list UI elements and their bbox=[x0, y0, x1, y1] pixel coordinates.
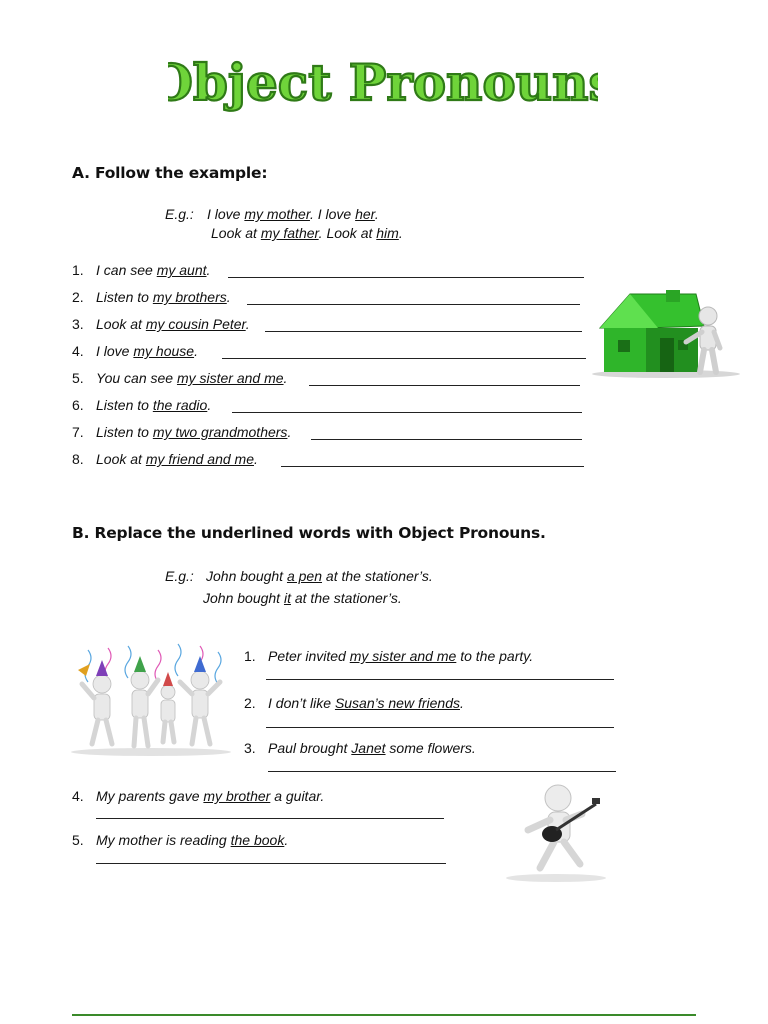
item-number: 1. bbox=[244, 648, 256, 664]
answer-line[interactable] bbox=[311, 439, 582, 440]
underlined-phrase: my father bbox=[260, 225, 319, 241]
exercise-a-item bbox=[72, 422, 291, 442]
exercise-a-item bbox=[72, 449, 258, 469]
sentence-text: I love bbox=[207, 206, 245, 222]
house-image bbox=[586, 288, 742, 380]
sentence-text: . bbox=[459, 695, 464, 711]
footer-line bbox=[72, 1014, 696, 1016]
worksheet-title bbox=[168, 52, 598, 116]
sentence-text: at the stationer’s. bbox=[290, 590, 402, 606]
sentence-text: . bbox=[283, 370, 288, 386]
sentence-text: . bbox=[207, 397, 212, 413]
sentence-text: I love bbox=[96, 343, 134, 359]
item-number: 5. bbox=[72, 832, 84, 848]
sentence-text: John bought bbox=[203, 590, 284, 606]
answer-line[interactable] bbox=[266, 727, 614, 728]
answer-line[interactable] bbox=[265, 331, 582, 332]
section-a-example-line2 bbox=[211, 225, 403, 241]
guitar-player-image bbox=[500, 780, 610, 884]
sentence-text: Listen to bbox=[96, 289, 153, 305]
item-number: 8. bbox=[72, 451, 84, 467]
sentence-text: Paul brought bbox=[268, 740, 352, 756]
exercise-b-item bbox=[72, 830, 288, 850]
title-text: Object Pronouns bbox=[168, 53, 598, 112]
underlined-phrase: my two grandmothers bbox=[152, 424, 288, 440]
item-number: 3. bbox=[244, 740, 256, 756]
section-b-example-line1 bbox=[206, 568, 433, 584]
item-number: 4. bbox=[72, 788, 84, 804]
answer-line[interactable] bbox=[281, 466, 584, 467]
sentence-text: I don’t like bbox=[268, 695, 335, 711]
sentence-text: . bbox=[194, 343, 198, 359]
sentence-text: . bbox=[206, 262, 211, 278]
exercise-a-item bbox=[72, 314, 250, 334]
party-image bbox=[68, 640, 234, 758]
answer-line[interactable] bbox=[247, 304, 580, 305]
section-b-heading: B. Replace the underlined words with Object Pronouns. bbox=[72, 524, 546, 542]
section-a-example-line1 bbox=[207, 206, 379, 222]
sentence-text: . Look at bbox=[318, 225, 377, 241]
underlined-phrase: my sister and me bbox=[176, 370, 284, 386]
sentence-text: Listen to bbox=[96, 397, 153, 413]
sentence-text: . bbox=[254, 451, 258, 467]
section-a-heading: A. Follow the example: bbox=[72, 164, 268, 182]
answer-line[interactable] bbox=[309, 385, 580, 386]
underlined-phrase: my sister and me bbox=[349, 648, 457, 664]
sentence-text: I can see bbox=[96, 262, 157, 278]
item-number: 5. bbox=[72, 370, 84, 386]
exercise-b-item bbox=[244, 693, 464, 713]
sentence-text: at the stationer’s. bbox=[322, 568, 433, 584]
answer-line[interactable] bbox=[228, 277, 584, 278]
item-number: 2. bbox=[72, 289, 84, 305]
sentence-text: Listen to bbox=[96, 424, 153, 440]
underlined-phrase: it bbox=[283, 590, 291, 606]
sentence-text: . bbox=[374, 206, 379, 222]
sentence-text: Look at bbox=[96, 451, 146, 467]
underlined-phrase: my brothers bbox=[152, 289, 227, 305]
exercise-a-item bbox=[72, 341, 198, 361]
exercise-b-item bbox=[244, 646, 533, 666]
answer-line[interactable] bbox=[96, 818, 444, 819]
sentence-text: . bbox=[226, 289, 231, 305]
exercise-a-item bbox=[72, 395, 211, 415]
underlined-phrase: my cousin Peter bbox=[145, 316, 246, 332]
underlined-phrase: the book bbox=[230, 832, 285, 848]
sentence-text: John bought bbox=[206, 568, 287, 584]
answer-line[interactable] bbox=[266, 679, 614, 680]
section-a-example-label: E.g.: bbox=[165, 206, 194, 222]
section-b-example-line2 bbox=[203, 590, 402, 606]
exercise-a-item bbox=[72, 260, 210, 280]
item-number: 6. bbox=[72, 397, 84, 413]
sentence-text: . I love bbox=[309, 206, 356, 222]
underlined-phrase: her bbox=[355, 206, 375, 222]
underlined-phrase: the radio bbox=[152, 397, 208, 413]
sentence-text: Peter invited bbox=[268, 648, 350, 664]
underlined-phrase: my friend and me bbox=[145, 451, 254, 467]
sentence-text: Look at bbox=[96, 316, 146, 332]
exercise-b-item bbox=[72, 786, 324, 806]
title-graphic bbox=[168, 52, 598, 116]
exercise-a-item bbox=[72, 368, 287, 388]
sentence-text: My mother is reading bbox=[96, 832, 231, 848]
sentence-text: a guitar. bbox=[270, 788, 325, 804]
answer-line[interactable] bbox=[232, 412, 582, 413]
underlined-phrase: my brother bbox=[203, 788, 271, 804]
sentence-text: to the party. bbox=[456, 648, 534, 664]
item-number: 4. bbox=[72, 343, 84, 359]
answer-line[interactable] bbox=[222, 358, 586, 359]
sentence-text: Look at bbox=[211, 225, 261, 241]
item-number: 3. bbox=[72, 316, 84, 332]
section-b-example-label: E.g.: bbox=[165, 568, 194, 584]
sentence-text: some flowers. bbox=[385, 740, 476, 756]
exercise-a-item bbox=[72, 287, 231, 307]
item-number: 7. bbox=[72, 424, 84, 440]
answer-line[interactable] bbox=[268, 771, 616, 772]
exercise-b-item bbox=[244, 738, 476, 758]
answer-line[interactable] bbox=[96, 863, 446, 864]
sentence-text: You can see bbox=[96, 370, 177, 386]
underlined-phrase: my aunt bbox=[156, 262, 207, 278]
sentence-text: My parents gave bbox=[96, 788, 204, 804]
sentence-text: . bbox=[245, 316, 250, 332]
underlined-phrase: him bbox=[376, 225, 399, 241]
sentence-text: . bbox=[398, 225, 403, 241]
sentence-text: . bbox=[284, 832, 289, 848]
sentence-text: . bbox=[287, 424, 292, 440]
item-number: 2. bbox=[244, 695, 256, 711]
underlined-phrase: my house bbox=[133, 343, 195, 359]
underlined-phrase: my mother bbox=[244, 206, 310, 222]
underlined-phrase: Susan’s new friends bbox=[334, 695, 460, 711]
item-number: 1. bbox=[72, 262, 84, 278]
underlined-phrase: Janet bbox=[351, 740, 386, 756]
underlined-phrase: a pen bbox=[286, 568, 323, 584]
